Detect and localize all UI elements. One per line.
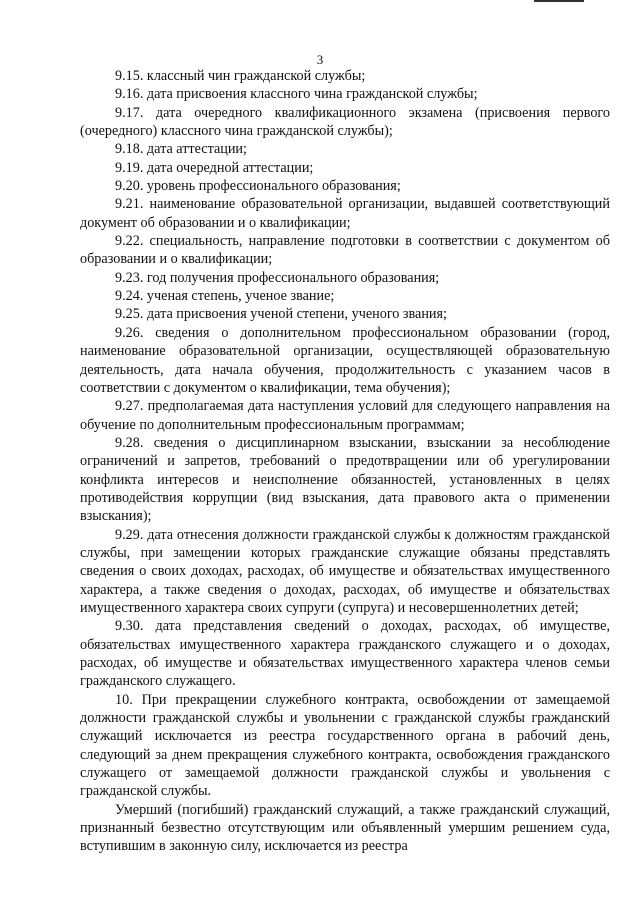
paragraph-deceased: Умерший (погибший) гражданский служащий, а также гражданский служащий, признанный безвестно отсутствующим или объявленный умершим решением суда, вступившим в законную силу, исключается из реестра <box>80 801 610 855</box>
top-corner-rule <box>534 0 584 2</box>
paragraph-9-28: 9.28. сведения о дисциплинарном взыскании, взыскании за несоблюдение ограничений и запретов, требований о предотвращении или об урегулировании конфликта интересов и неисполнение обязанностей, установленных в целях противодействия коррупции (вид взыскания, дата правового акта о применении взыскания); <box>80 434 610 525</box>
paragraph-9-30: 9.30. дата представления сведений о доходах, расходах, об имуществе, обязательствах имущественного характера гражданского служащего и о доходах, расходах, об имуществе и обязательствах имущественного характера членов семьи гражданского служащего. <box>80 618 610 690</box>
paragraph-9-17: 9.17. дата очередного квалификационного экзамена (присвоения первого (очередного) классного чина гражданской службы); <box>80 104 610 140</box>
paragraph-9-29: 9.29. дата отнесения должности гражданской службы к должностям гражданской службы, при замещении которых гражданские служащие обязаны представлять сведения о своих доходах, расходах, об имуществе и обязательствах имущественного характера, а также сведения о доходах, расходах, об имуществе и обязательствах имущественного характера своих супруги (супруга) и несовершеннолетних детей; <box>80 526 610 616</box>
paragraph-9-15: 9.15. классный чин гражданской службы; <box>115 68 366 84</box>
paragraph-9-24: 9.24. ученая степень, ученое звание; <box>115 288 335 305</box>
page-number: 3 <box>316 52 324 67</box>
paragraph-9-19: 9.19. дата очередной аттестации; <box>115 159 314 176</box>
paragraph-9-22: 9.22. специальность, направление подготовки в соответствии с документом об образовании и о квалификации; <box>80 233 610 268</box>
paragraph-10: 10. При прекращении служебного контракта, освобождении от замещаемой должности гражданской службы и увольнении с гражданской службы гражданский служащий исключается из реестра государственного органа в рабочий день, следующий за днем прекращения служебного контракта, освобождения гражданского служащего от замещаемой должности гражданской службы и увольнения с гражданской службы. <box>80 691 610 800</box>
paragraph-9-20: 9.20. уровень профессионального образования; <box>115 178 401 195</box>
paragraph-9-18: 9.18. дата аттестации; <box>115 141 247 158</box>
document-body <box>80 67 610 856</box>
paragraph-9-23: 9.23. год получения профессионального образования; <box>115 269 440 286</box>
paragraph-9-21: 9.21. наименование образовательной организации, выдавшей соответствующий документ об образовании и о квалификации; <box>80 196 610 231</box>
paragraph-9-26: 9.26. сведения о дополнительном профессиональном образовании (город, наименование образовательной организации, осуществляющей образовательную деятельность, дата начала обучения, продолжительность с указанием часов в соответствии с документом о квалификации, тема обучения); <box>80 324 610 396</box>
paragraph-9-16: 9.16. дата присвоения классного чина гражданской службы; <box>115 86 478 103</box>
paragraph-9-27: 9.27. предполагаемая дата наступления условий для следующего направления на обучение по дополнительным профессиональным программам; <box>80 398 610 433</box>
paragraph-9-25: 9.25. дата присвоения ученой степени, ученого звания; <box>115 306 447 323</box>
